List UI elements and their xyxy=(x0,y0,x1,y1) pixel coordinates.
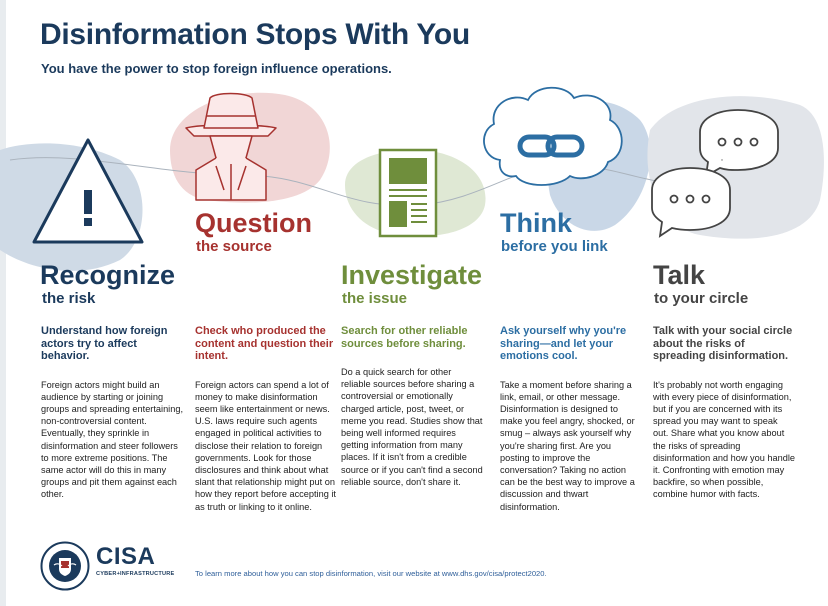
step-title-talk: Talk xyxy=(653,260,706,290)
step-subtitle-talk: to your circle xyxy=(654,290,749,307)
column-body: Take a moment before sharing a link, email, or other message. Disinformation is designed to make you feel angry, shocked, or smug – always ask yourself why you're sharing first. Are you posting to improve the conversation? Taking no action can be the best way to improve a discussion and thwart disinformation. xyxy=(500,379,635,512)
dhs-seal-logo xyxy=(40,541,90,591)
column-heading: Talk with your social circle about the risks of spreading disinformation. xyxy=(653,325,793,362)
column-heading: Check who produced the content and question their intent. xyxy=(195,325,334,362)
step-title-think: Think xyxy=(500,208,572,238)
column-heading: Ask yourself why you're sharing—and let your emotions cool. xyxy=(500,325,627,362)
page-subtitle: You have the power to stop foreign influence operations. xyxy=(41,61,392,76)
column-heading: Search for other reliable sources before sharing. xyxy=(341,325,468,350)
brain-link-icon xyxy=(484,88,622,185)
column-recognize xyxy=(41,325,183,501)
step-subtitle-investigate: the issue xyxy=(342,290,408,307)
column-question xyxy=(195,325,337,513)
column-heading: Understand how foreign actors try to affect behavior. xyxy=(41,325,168,362)
cisa-logo-tagline: CYBER+INFRASTRUCTURE xyxy=(96,571,175,577)
column-body: Foreign actors might build an audience by starting or joining groups and spreading entertaining, non-controversial content. Eventually, they sprinkle in disinformation and steer followers to more extreme positions. The same actor will do this in many groups and pit them against each other. xyxy=(41,379,183,500)
column-think xyxy=(500,325,642,513)
newspaper-icon xyxy=(380,150,436,236)
column-body: Do a quick search for other reliable sources before sharing a controversial or emotionally charged article, post, tweet, or meme you read. Studies show that being well informed requires getting information from many places. If it isn't from a credible source or if you can't find a second reliable source, don't share it. xyxy=(341,367,483,487)
column-body: Foreign actors can spend a lot of money to make disinformation seem like entertainment or news. U.S. laws require such agents engaged in political activities to disclose their relation to foreign governments. Look for those disclosures and think about what slant that relationship might put on how they report before accepting it as truth or linking to it online. xyxy=(195,379,336,512)
column-body: It's probably not worth engaging with every piece of disinformation, but if you are concerned with its spread you may want to speak out. Share what you know about the risks of spreading disinformation and how you handle it. Confronting with emotion may backfire, so when possible, combine humor with facts. xyxy=(653,379,795,500)
step-subtitle-think: before you link xyxy=(501,238,608,255)
cisa-logo-wordmark: CISA xyxy=(96,543,156,570)
step-subtitle-question: the source xyxy=(196,238,272,255)
column-investigate xyxy=(341,325,483,488)
column-talk xyxy=(653,325,795,501)
step-title-question: Question xyxy=(195,208,313,238)
step-title-recognize: Recognize xyxy=(40,260,176,290)
step-subtitle-recognize: the risk xyxy=(42,290,96,307)
page-title: Disinformation Stops With You xyxy=(40,18,470,51)
step-title-investigate: Investigate xyxy=(341,260,483,290)
footer-website-text: To learn more about how you can stop disinformation, visit our website at www.dhs.gov/cisa/protect2020. xyxy=(195,569,547,578)
